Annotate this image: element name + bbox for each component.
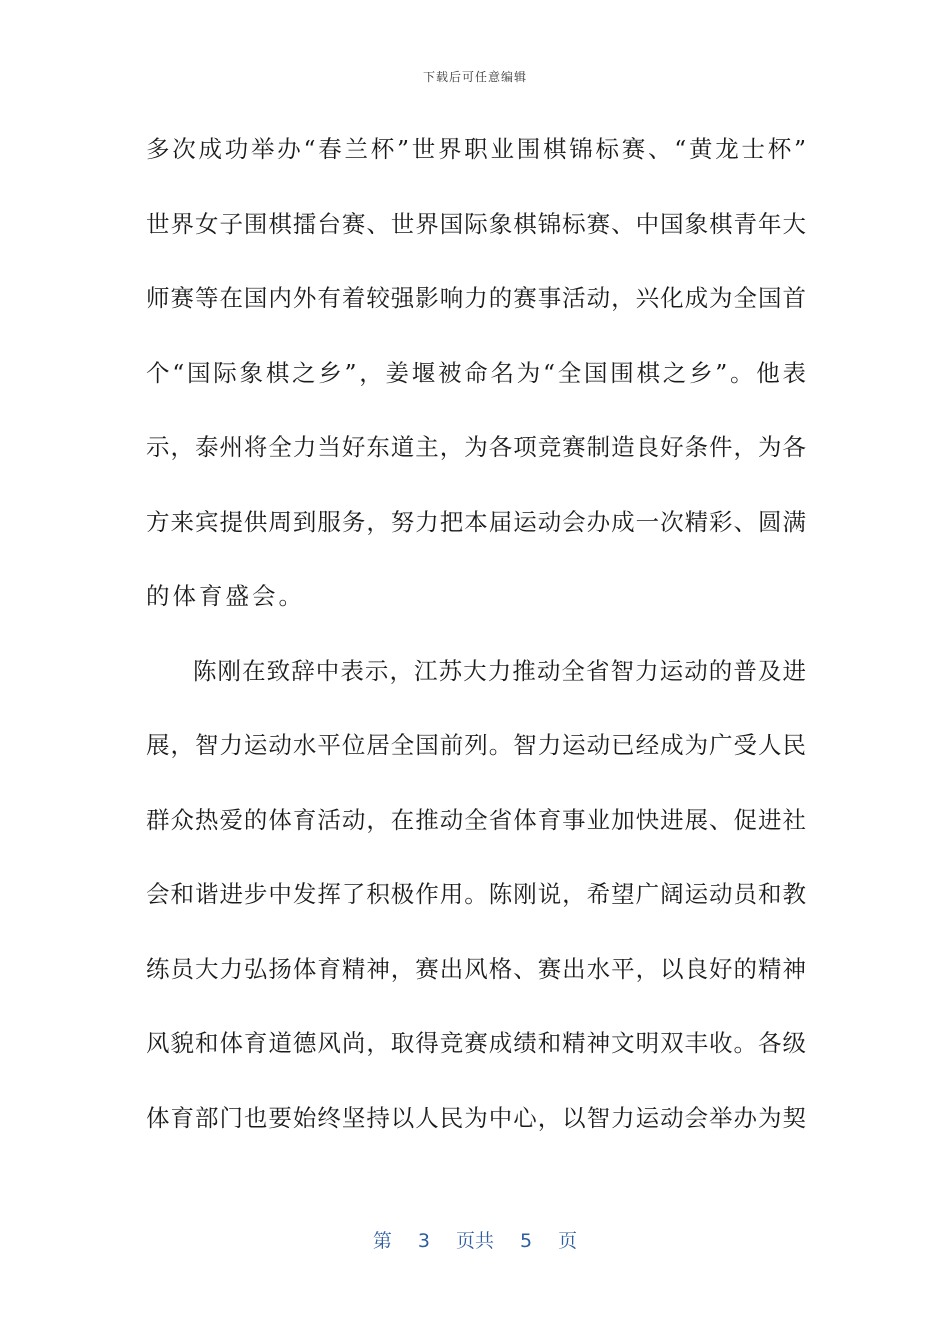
text-line: 世界女子围棋擂台赛、世界国际象棋锦标赛、中国象棋青年大	[146, 209, 806, 238]
text-line: 风貌和体育道德风尚，取得竞赛成绩和精神文明双丰收。各级	[146, 1029, 806, 1057]
page-middle: 页共	[455, 1230, 494, 1252]
text-line: 群众热爱的体育活动，在推动全省体育事业加快进展、促进社	[146, 805, 806, 834]
text-line: 会和谐进步中发挥了积极作用。陈刚说，希望广阔运动员和教	[146, 880, 806, 908]
text-line: 练员大力弘扬体育精神，赛出风格、赛出水平，以良好的精神	[146, 954, 806, 983]
text-line: 陈刚在致辞中表示，江苏大力推动全省智力运动的普及进	[193, 656, 806, 685]
text-line: 个“国际象棋之乡”，姜堰被命名为“全国围棋之乡”。他表	[146, 358, 806, 387]
page-number-footer	[0, 1226, 950, 1253]
document-body	[146, 112, 806, 1155]
text-line: 方来宾提供周到服务，努力把本届运动会办成一次精彩、圆满	[146, 507, 806, 536]
text-line: 示，泰州将全力当好东道主，为各项竞赛制造良好条件，为各	[146, 433, 806, 461]
text-line: 的体育盛会。	[146, 582, 305, 610]
text-line: 师赛等在国内外有着较强影响力的赛事活动，兴化成为全国首	[146, 284, 806, 312]
text-line: 体育部门也要始终坚持以人民为中心，以智力运动会举办为契	[146, 1103, 806, 1132]
page-prefix: 第	[372, 1230, 392, 1252]
current-page-number: 3	[417, 1230, 430, 1252]
header-note: 下载后可任意编辑	[422, 70, 527, 84]
text-line: 展，智力运动水平位居全国前列。智力运动已经成为广受人民	[146, 731, 806, 759]
text-line: 多次成功举办“春兰杯”世界职业围棋锦标赛、“黄龙士杯”	[146, 135, 806, 163]
page-suffix: 页	[558, 1230, 578, 1252]
total-page-number: 5	[520, 1230, 533, 1252]
